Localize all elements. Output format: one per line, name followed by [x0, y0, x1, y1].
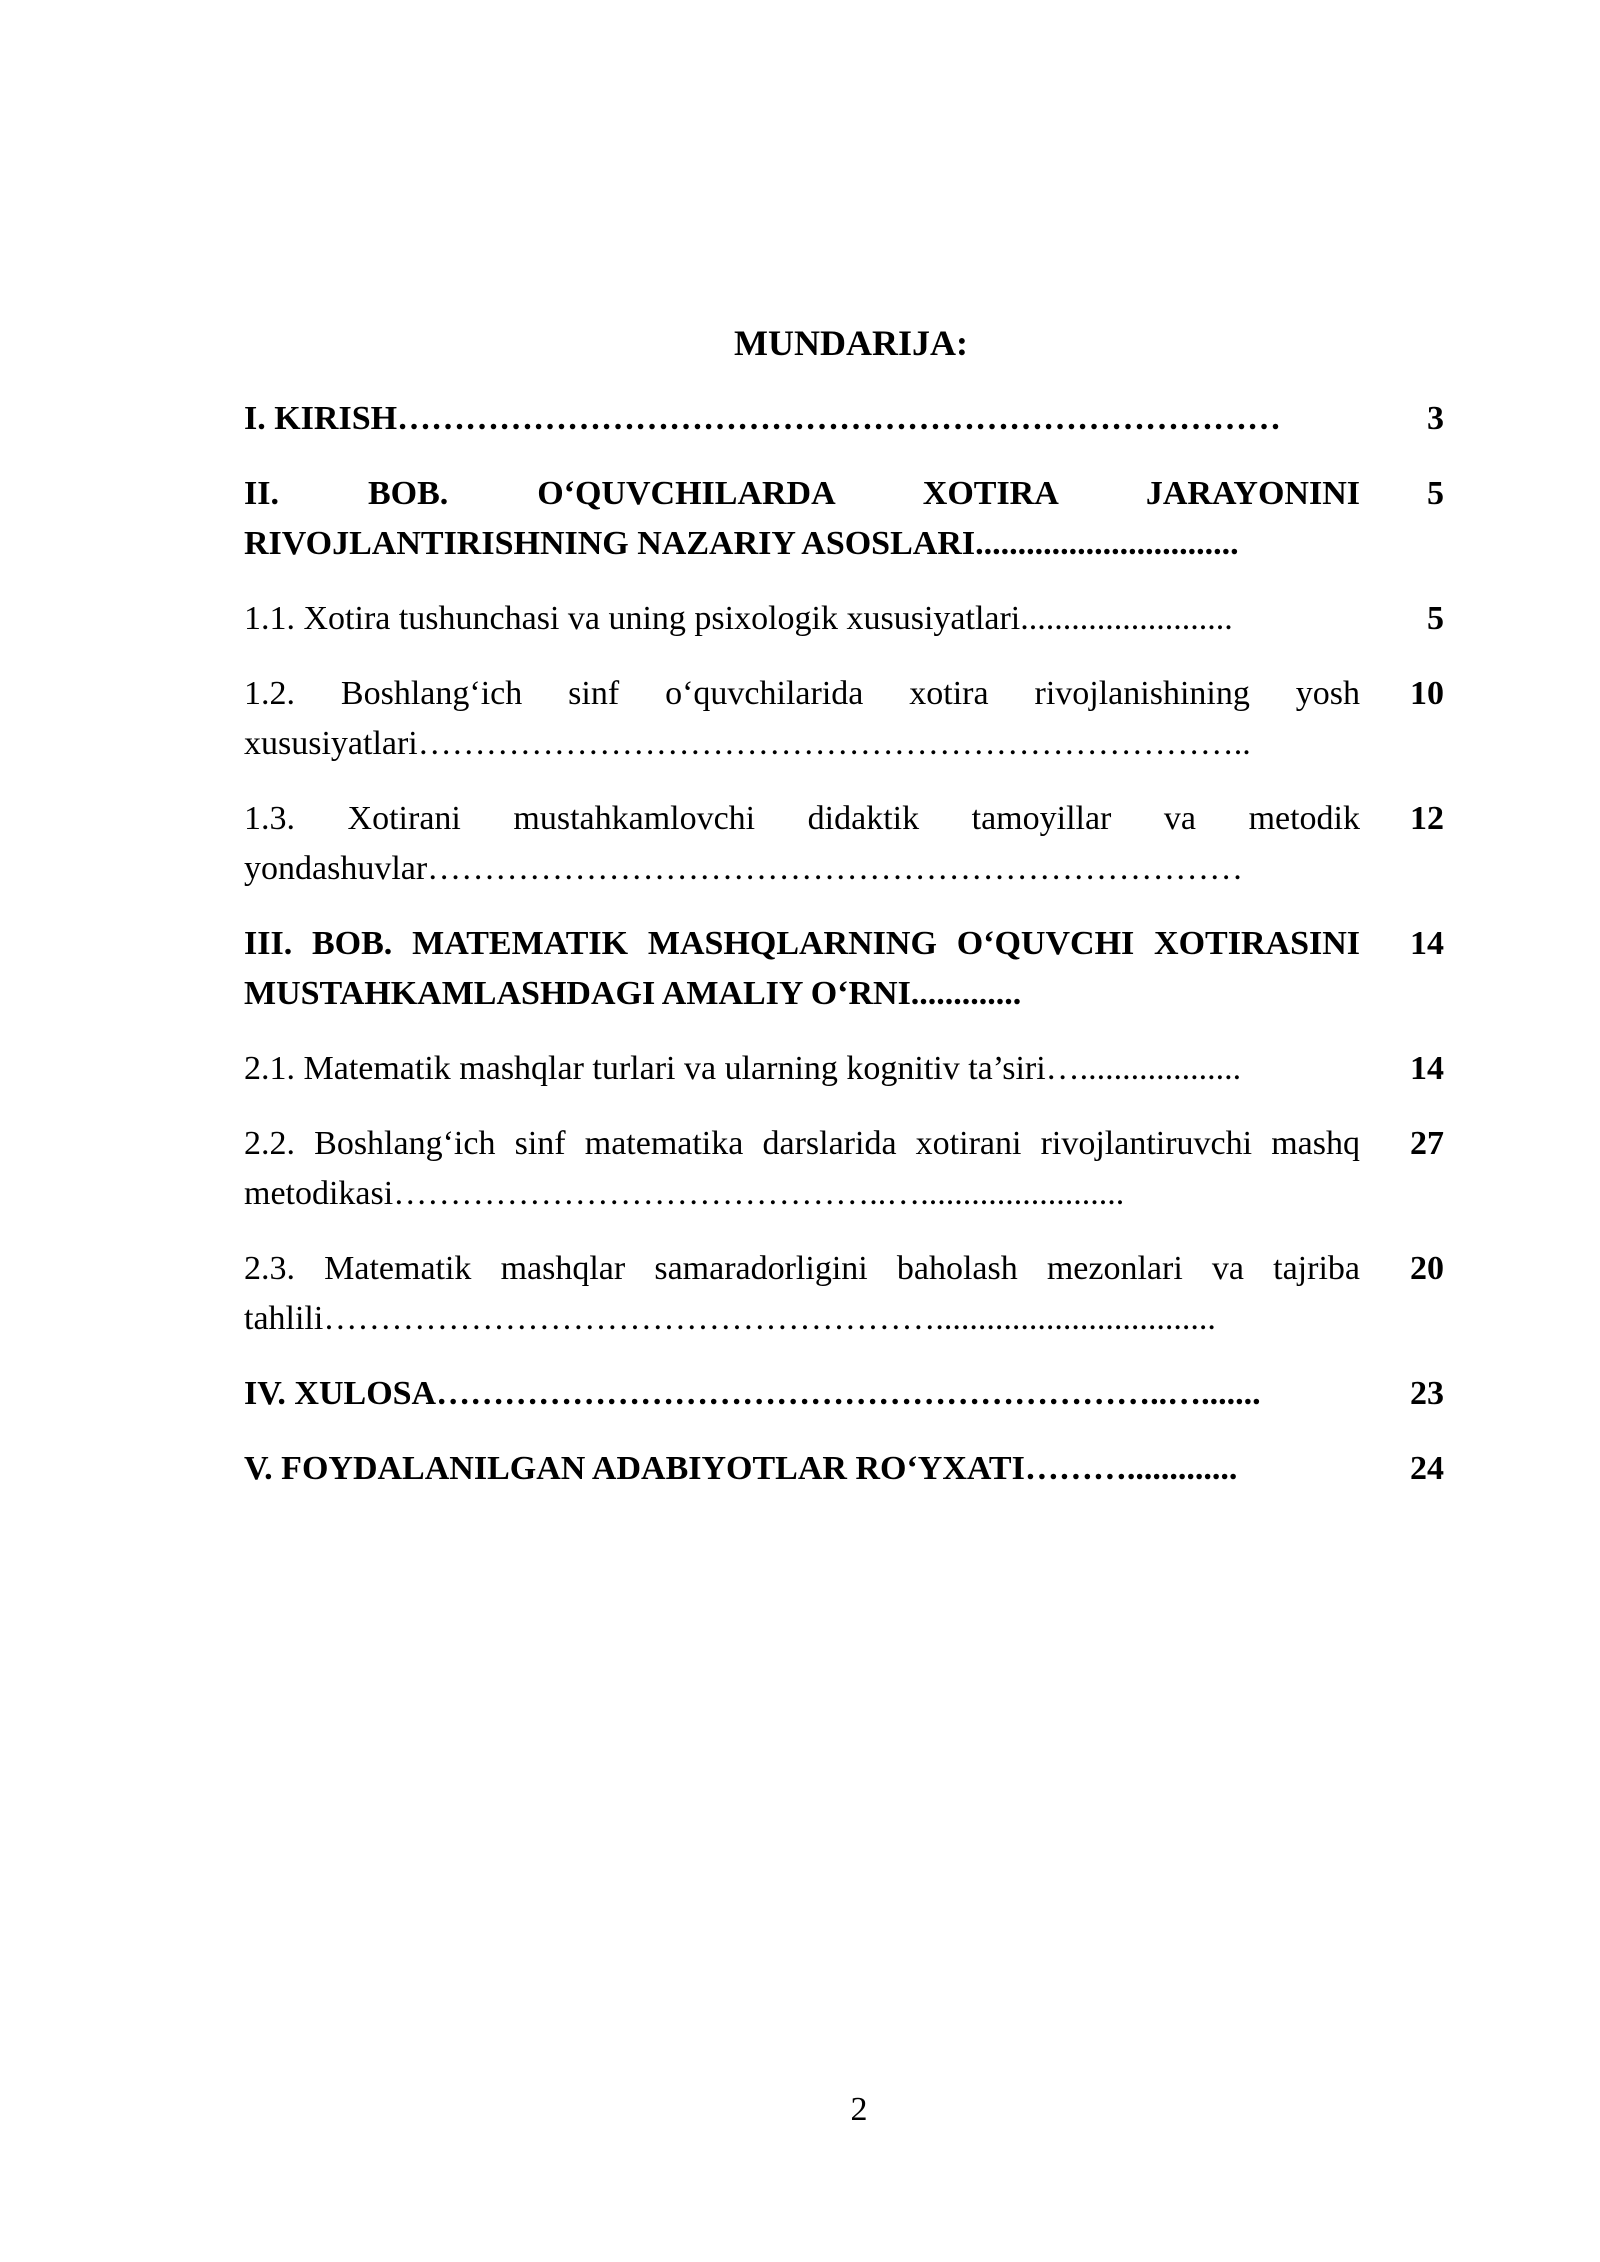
toc-entry-text: I. KIRISH…………………………………………………………………… [244, 400, 1282, 437]
toc-entry-page: 14 [1410, 925, 1444, 962]
table-of-contents [244, 394, 1448, 1519]
toc-entry-1-2 [244, 669, 1448, 769]
toc-entry-page: 5 [1427, 600, 1444, 637]
toc-entry-page: 5 [1427, 475, 1444, 512]
toc-entry-text: 1.3. Xotirani mustahkamlovchi didaktik tamoyillar va metodik yondashuvlar……………………………………………………………… [244, 800, 1360, 887]
toc-entry-2-1 [244, 1044, 1448, 1094]
toc-entry-text: III. BOB. MATEMATIK MASHQLARNING O‘QUVCHI XOTIRASINI MUSTAHKAMLASHDAGI AMALIY O‘RNI............. [244, 925, 1360, 1012]
toc-entry-page: 20 [1410, 1250, 1444, 1287]
toc-entry-text: 1.2. Boshlang‘ich sinf o‘quvchilarida xotira rivojlanishining yosh xususiyatlari……………………………………………………………….. [244, 675, 1360, 762]
toc-entry-text: 2.3. Matematik mashqlar samaradorligini baholash mezonlari va tajriba tahlili………………………………………………................................. [244, 1250, 1360, 1337]
page-number: 2 [850, 2091, 868, 2128]
toc-entry-chapter-2 [244, 469, 1448, 569]
toc-entry-text: V. FOYDALANILGAN ADABIYOTLAR RO‘YXATI………............. [244, 1450, 1238, 1487]
toc-entry-text: 2.1. Matematik mashqlar turlari va ularning kognitiv ta’siri…................... [244, 1050, 1242, 1087]
toc-entry-page: 27 [1410, 1125, 1444, 1162]
toc-entry-text: 2.2. Boshlang‘ich sinf matematika darslarida xotirani rivojlantiruvchi mashq metodikasi……………………………………..…........................ [244, 1125, 1360, 1212]
toc-entry-page: 10 [1410, 675, 1444, 712]
toc-entry-2-3 [244, 1244, 1448, 1344]
toc-entry-1-1 [244, 594, 1448, 644]
toc-entry-kirish [244, 394, 1448, 444]
toc-entry-page: 14 [1410, 1050, 1444, 1087]
toc-entry-2-2 [244, 1119, 1448, 1219]
toc-entry-chapter-3 [244, 919, 1448, 1019]
toc-entry-text: IV. XULOSA………………………………………………………..…....... [244, 1375, 1261, 1412]
toc-entry-text: 1.1. Xotira tushunchasi va uning psixologik xususiyatlari......................... [244, 600, 1233, 637]
toc-entry-text: II. BOB. O‘QUVCHILARDA XOTIRA JARAYONINI RIVOJLANTIRISHNING NAZARIY ASOSLARI............................... [244, 475, 1360, 562]
toc-entry-page: 23 [1410, 1375, 1444, 1412]
toc-entry-page: 3 [1427, 400, 1444, 437]
page-title: MUNDARIJA: [734, 323, 968, 363]
toc-entry-page: 12 [1410, 800, 1444, 837]
toc-entry-adabiyotlar [244, 1444, 1448, 1494]
toc-entry-page: 24 [1410, 1450, 1444, 1487]
toc-entry-1-3 [244, 794, 1448, 894]
toc-entry-xulosa [244, 1369, 1448, 1419]
